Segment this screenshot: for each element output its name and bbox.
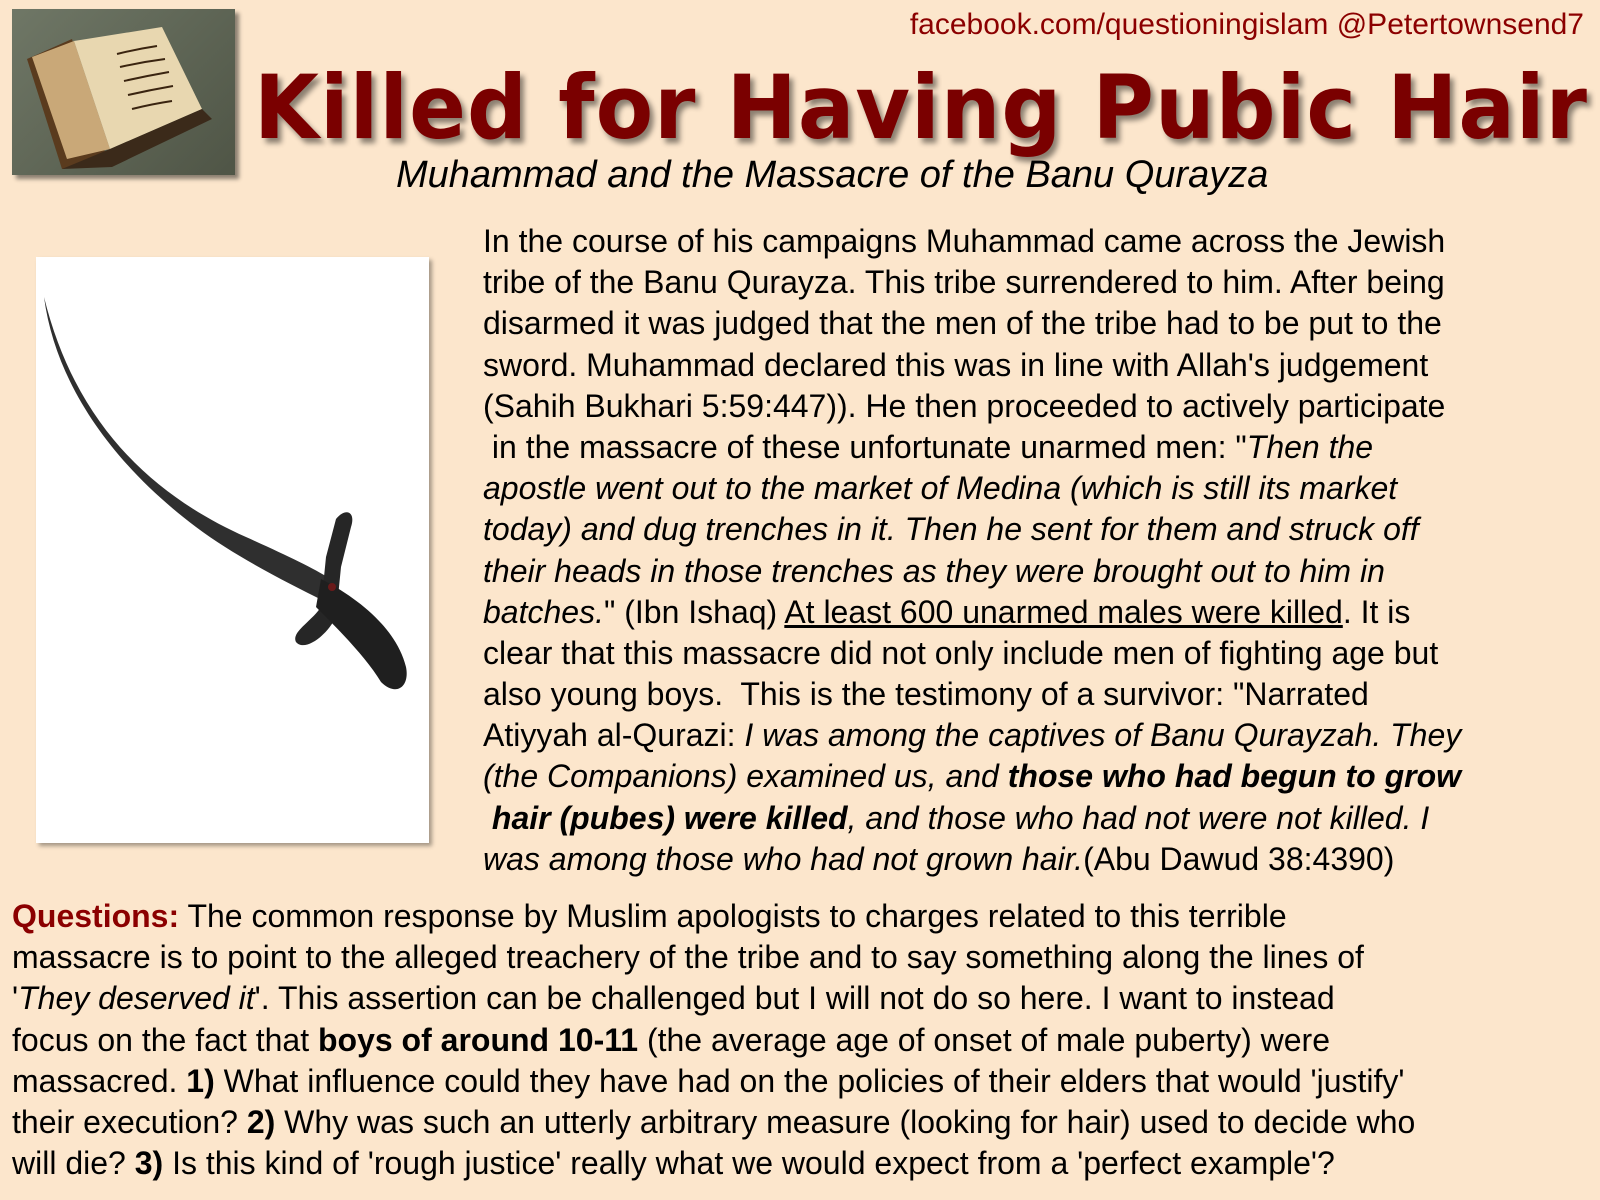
book-icon: [12, 9, 235, 175]
text-segment: The common response by Muslim apologists to charges related to this terrible: [179, 898, 1287, 934]
text-segment: clear that this massacre did not only include men of fighting age but: [483, 634, 1439, 671]
quran-book-image: [12, 9, 235, 175]
text-segment: 1): [186, 1062, 215, 1099]
text-line: [483, 839, 1461, 880]
text-segment: Then the: [1246, 428, 1374, 465]
text-segment: their execution?: [12, 1103, 247, 1140]
text-segment: massacre is to point to the alleged treachery of the tribe and to say something along the lines of: [12, 939, 1364, 976]
text-line: [483, 303, 1461, 344]
page-title: Killed for Having Pubic Hair: [254, 56, 1588, 159]
text-segment: 3): [134, 1145, 164, 1182]
text-segment: hair (pubes) were killed: [483, 799, 848, 836]
text-segment: their heads in those trenches as they were brought out to him in: [483, 552, 1385, 589]
text-line: [483, 262, 1461, 303]
text-segment: (the Companions) examined us, and: [483, 758, 1008, 795]
text-segment: those who had begun to grow: [1007, 758, 1462, 795]
text-line: [483, 633, 1461, 674]
text-line: [12, 937, 1415, 978]
text-segment: 2): [246, 1103, 276, 1140]
text-segment: '. This assertion can be challenged but I will not do so here. I want to instead: [254, 980, 1335, 1017]
text-segment: will die?: [12, 1145, 135, 1182]
text-segment: They deserved it: [18, 980, 255, 1017]
text-segment: boys of around 10-11: [317, 1021, 639, 1058]
text-line: [483, 427, 1461, 468]
text-line: [12, 1143, 1415, 1184]
credit-line: facebook.com/questioningislam @Petertownsend7: [909, 8, 1584, 41]
page-subtitle: Muhammad and the Massacre of the Banu Qurayza: [396, 154, 1269, 196]
text-segment: (the average age of onset of male puberty) were: [638, 1021, 1330, 1058]
text-line: [483, 674, 1461, 715]
text-line: [483, 551, 1461, 592]
text-segment: " (Ibn Ishaq): [603, 593, 785, 630]
text-segment: ': [12, 980, 19, 1017]
text-segment: What influence could they have had on the policies of their elders that would 'justify': [214, 1062, 1405, 1099]
text-line: [483, 221, 1461, 262]
sword-icon: [36, 257, 429, 843]
text-line: [483, 592, 1461, 633]
text-line: [483, 798, 1461, 839]
text-segment: , and those who had not were not killed. I: [847, 799, 1430, 836]
text-line: [12, 978, 1415, 1019]
text-segment: massacred.: [12, 1062, 187, 1099]
text-segment: in the massacre of these unfortunate unarmed men: ": [483, 428, 1247, 465]
main-paragraph: [483, 221, 1461, 880]
text-line: [483, 345, 1461, 386]
questions-label: Questions:: [12, 898, 180, 934]
text-line: [12, 896, 1415, 937]
text-segment: Atiyyah al-Qurazi:: [483, 717, 745, 754]
text-segment: batches.: [483, 593, 604, 630]
text-segment: today) and dug trenches in it. Then he sent for them and struck off: [483, 511, 1419, 548]
text-line: [483, 509, 1461, 550]
text-segment: also young boys. This is the testimony of a survivor: "Narrated: [483, 676, 1369, 713]
text-line: [12, 1102, 1415, 1143]
text-segment: focus on the fact that: [12, 1021, 318, 1058]
text-line: [483, 715, 1461, 756]
questions-paragraph: [12, 896, 1415, 1184]
text-segment: At least 600 unarmed males were killed: [784, 593, 1343, 630]
text-segment: Is this kind of 'rough justice' really what we would expect from a 'perfect example'?: [163, 1145, 1335, 1182]
text-segment: In the course of his campaigns Muhammad came across the Jewish: [483, 223, 1446, 259]
text-line: [12, 1020, 1415, 1061]
text-segment: sword. Muhammad declared this was in line with Allah's judgement: [483, 346, 1429, 383]
text-segment: was among those who had not grown hair.: [483, 840, 1084, 877]
text-segment: disarmed it was judged that the men of the tribe had to be put to the: [483, 305, 1442, 342]
text-segment: I was among the captives of Banu Qurayzah. They: [744, 717, 1462, 754]
text-line: [483, 468, 1461, 509]
text-segment: (Abu Dawud 38:4390): [1083, 840, 1395, 877]
text-line: [12, 1061, 1415, 1102]
text-line: [483, 756, 1461, 797]
text-line: [483, 386, 1461, 427]
text-segment: . It is: [1342, 593, 1411, 630]
sword-image: [36, 257, 429, 843]
text-segment: apostle went out to the market of Medina (which is still its market: [483, 470, 1398, 507]
text-segment: (Sahih Bukhari 5:59:447)). He then proceeded to actively participate: [483, 387, 1446, 424]
text-segment: Why was such an utterly arbitrary measure (looking for hair) used to decide who: [275, 1103, 1416, 1140]
text-segment: tribe of the Banu Qurayza. This tribe surrendered to him. After being: [483, 264, 1445, 301]
